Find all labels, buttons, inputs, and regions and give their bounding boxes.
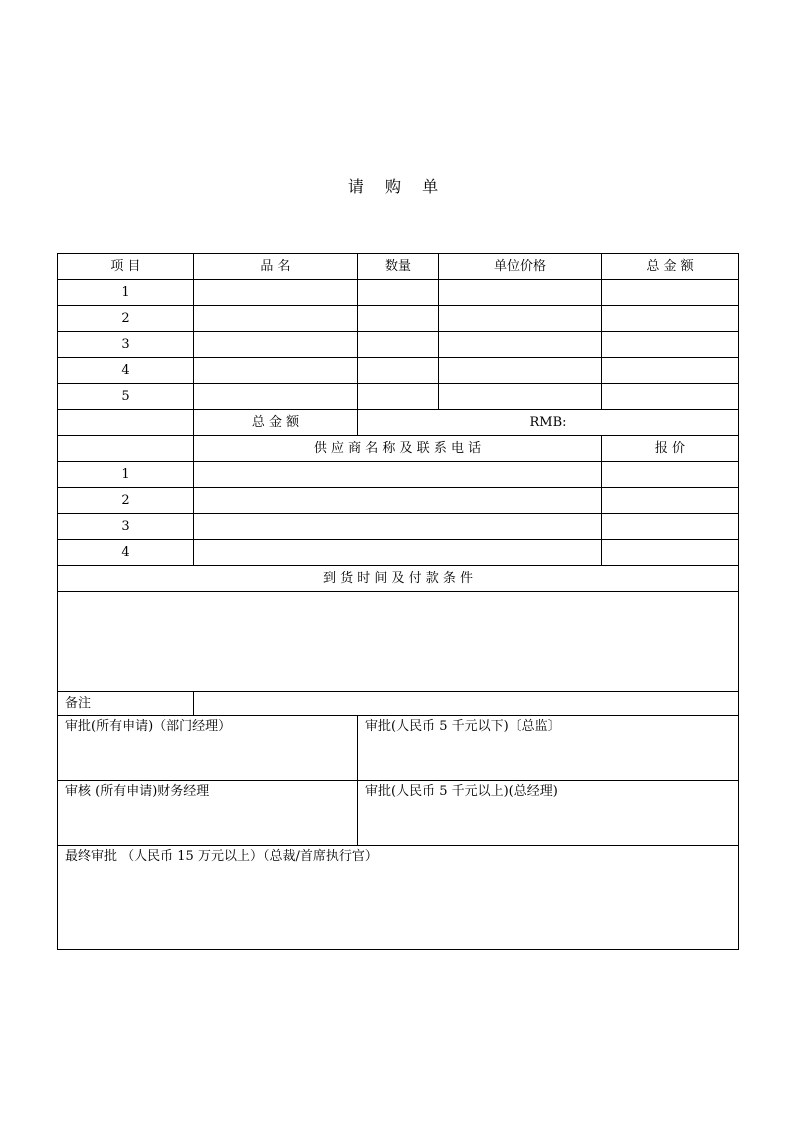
item-qty-cell[interactable] <box>358 280 439 306</box>
approval-director[interactable]: 审批(人民币 5 千元以下)〔总监〕 <box>358 716 739 781</box>
supplier-header-quote: 报 价 <box>602 436 739 462</box>
item-row <box>58 306 739 332</box>
supplier-header-name-phone: 供 应 商 名 称 及 联 系 电 话 <box>194 436 602 462</box>
final-approval-row <box>58 846 739 950</box>
approval-row-1 <box>58 716 739 781</box>
terms-content-cell[interactable] <box>58 592 739 692</box>
remarks-label: 备注 <box>58 692 194 716</box>
item-name-cell[interactable] <box>194 358 358 384</box>
supplier-number: 4 <box>58 540 194 566</box>
item-qty-cell[interactable] <box>358 332 439 358</box>
header-item: 项 目 <box>58 254 194 280</box>
approval-dept-manager[interactable]: 审批(所有申请)（部门经理） <box>58 716 358 781</box>
supplier-row <box>58 462 739 488</box>
item-unit-price-cell[interactable] <box>439 306 602 332</box>
supplier-name-phone-cell[interactable] <box>194 462 602 488</box>
item-row <box>58 332 739 358</box>
header-unit-price: 单位价格 <box>439 254 602 280</box>
supplier-quote-cell[interactable] <box>602 462 739 488</box>
item-unit-price-cell[interactable] <box>439 280 602 306</box>
item-total-cell[interactable] <box>602 358 739 384</box>
header-total: 总 金 额 <box>602 254 739 280</box>
item-unit-price-cell[interactable] <box>439 384 602 410</box>
total-label: 总 金 额 <box>194 410 358 436</box>
supplier-number: 1 <box>58 462 194 488</box>
header-qty: 数量 <box>358 254 439 280</box>
total-rmb-field[interactable]: RMB: <box>358 410 739 436</box>
supplier-header-row <box>58 436 739 462</box>
approval-row-2 <box>58 781 739 846</box>
terms-header-row <box>58 566 739 592</box>
item-name-cell[interactable] <box>194 384 358 410</box>
item-qty-cell[interactable] <box>358 384 439 410</box>
supplier-quote-cell[interactable] <box>602 540 739 566</box>
item-name-cell[interactable] <box>194 280 358 306</box>
item-row <box>58 280 739 306</box>
item-number: 5 <box>58 384 194 410</box>
terms-label: 到 货 时 间 及 付 款 条 件 <box>58 566 739 592</box>
item-qty-cell[interactable] <box>358 306 439 332</box>
total-row <box>58 410 739 436</box>
supplier-number: 3 <box>58 514 194 540</box>
item-row <box>58 358 739 384</box>
item-number: 2 <box>58 306 194 332</box>
purchase-requisition-table <box>57 253 739 950</box>
item-number: 1 <box>58 280 194 306</box>
remarks-row <box>58 692 739 716</box>
remarks-cell[interactable] <box>194 692 739 716</box>
supplier-row <box>58 514 739 540</box>
page-title: 请 购 单 <box>347 177 447 196</box>
supplier-quote-cell[interactable] <box>602 488 739 514</box>
item-unit-price-cell[interactable] <box>439 332 602 358</box>
item-total-cell[interactable] <box>602 384 739 410</box>
item-name-cell[interactable] <box>194 332 358 358</box>
item-qty-cell[interactable] <box>358 358 439 384</box>
item-total-cell[interactable] <box>602 332 739 358</box>
supplier-name-phone-cell[interactable] <box>194 488 602 514</box>
item-number: 4 <box>58 358 194 384</box>
item-unit-price-cell[interactable] <box>439 358 602 384</box>
supplier-row <box>58 540 739 566</box>
approval-general-manager[interactable]: 审批(人民币 5 千元以上)(总经理) <box>358 781 739 846</box>
supplier-row <box>58 488 739 514</box>
terms-content-row <box>58 592 739 692</box>
header-row <box>58 254 739 280</box>
item-total-cell[interactable] <box>602 306 739 332</box>
total-blank-cell <box>58 410 194 436</box>
item-number: 3 <box>58 332 194 358</box>
supplier-header-blank <box>58 436 194 462</box>
supplier-name-phone-cell[interactable] <box>194 514 602 540</box>
header-name: 品 名 <box>194 254 358 280</box>
item-total-cell[interactable] <box>602 280 739 306</box>
supplier-quote-cell[interactable] <box>602 514 739 540</box>
approval-final[interactable]: 最终审批 （人民币 15 万元以上）（总裁/首席执行官） <box>58 846 739 950</box>
item-name-cell[interactable] <box>194 306 358 332</box>
item-row <box>58 384 739 410</box>
supplier-number: 2 <box>58 488 194 514</box>
supplier-name-phone-cell[interactable] <box>194 540 602 566</box>
approval-finance-manager[interactable]: 审核 (所有申请)财务经理 <box>58 781 358 846</box>
